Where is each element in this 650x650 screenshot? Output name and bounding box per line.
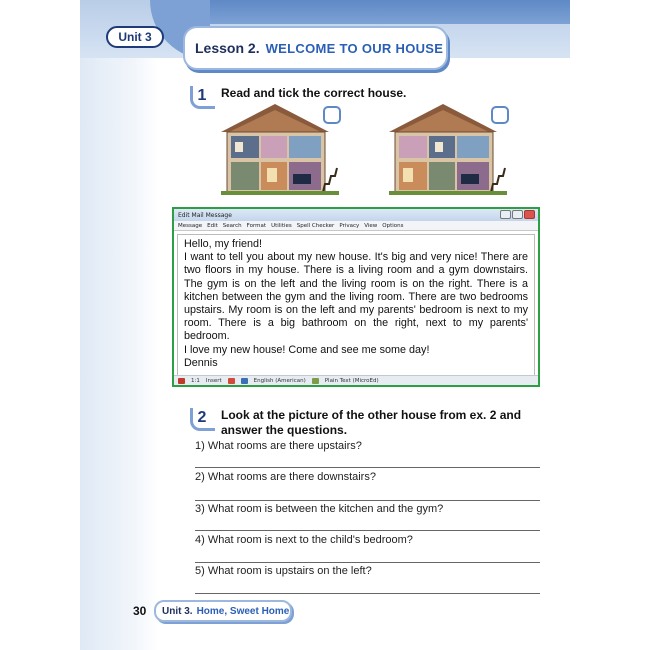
- menu-message[interactable]: Message: [178, 222, 203, 229]
- status-mode: Insert: [205, 377, 222, 384]
- mail-paragraph: I want to tell you about my new house. It's big and very nice! There are two floors in my house. There is a living room and a gym downstairs. The gym is on the left and the living room is on the right. There is a kitchen between the gym and the living room. There are two bedrooms upstairs. My room is on the left and my parents' bedroom is next to my room. There is a big bathroom on the right, next to my parents' bedroom.: [184, 251, 528, 343]
- top-decor-band-dark: [190, 0, 570, 24]
- mail-menu-bar: [174, 221, 538, 231]
- unit-tab: [106, 26, 164, 48]
- mail-window-title: Edit Mail Message: [178, 211, 232, 219]
- menu-view[interactable]: View: [364, 222, 378, 229]
- menu-search[interactable]: Search: [222, 222, 242, 229]
- answer-line-2[interactable]: [195, 500, 540, 501]
- exercise-1-number: 1: [190, 84, 214, 108]
- status-format: Plain Text (MicroEd): [324, 377, 379, 384]
- exercise-2-number: 2: [190, 406, 214, 430]
- question-2: 2) What rooms are there downstairs?: [195, 471, 376, 483]
- mail-signature: Dennis: [184, 356, 218, 369]
- menu-format[interactable]: Format: [246, 222, 267, 229]
- mail-status-bar: [174, 375, 538, 385]
- book-icon: [241, 378, 248, 384]
- house-picture-b: [389, 102, 507, 198]
- flag-icon: [228, 378, 235, 384]
- question-3: 3) What room is between the kitchen and the gym?: [195, 503, 444, 515]
- mail-closing: I love my new house! Come and see me some day!: [184, 343, 430, 356]
- house-picture-a: [221, 102, 339, 198]
- record-icon: [178, 378, 185, 384]
- menu-utilities[interactable]: Utilities: [271, 222, 292, 229]
- unit-tab-label: Unit 3: [118, 30, 152, 44]
- minimize-icon[interactable]: [500, 210, 511, 219]
- question-5: 5) What room is upstairs on the left?: [195, 565, 372, 577]
- page-number: 30: [133, 604, 147, 618]
- lesson-label: Lesson 2.: [195, 40, 260, 56]
- lesson-header: [183, 26, 448, 70]
- lesson-title: WELCOME TO OUR HOUSE: [265, 40, 444, 56]
- mail-body[interactable]: [177, 234, 535, 377]
- close-icon[interactable]: [524, 210, 535, 219]
- footer-unit-box: [154, 600, 292, 622]
- maximize-icon[interactable]: [512, 210, 523, 219]
- mail-title-bar: [174, 209, 538, 221]
- menu-options[interactable]: Options: [382, 222, 404, 229]
- answer-line-1[interactable]: [195, 467, 540, 468]
- exercise-2-instruction: Look at the picture of the other house from ex. 2 and answer the questions.: [221, 408, 522, 437]
- question-4: 4) What room is next to the child's bedroom?: [195, 534, 413, 546]
- question-1: 1) What rooms are there upstairs?: [195, 440, 362, 452]
- mail-window: [172, 207, 540, 387]
- status-language: English (American): [253, 377, 306, 384]
- menu-spell-checker[interactable]: Spell Checker: [296, 222, 335, 229]
- footer-title: Home, Sweet Home: [196, 605, 290, 617]
- status-line-col: 1:1: [191, 377, 200, 384]
- left-decor-band: [80, 0, 158, 650]
- exercise-1-instruction: Read and tick the correct house.: [221, 86, 407, 100]
- globe-icon: [312, 378, 319, 384]
- answer-line-5[interactable]: [195, 593, 540, 594]
- tick-box-house-b[interactable]: [491, 106, 509, 124]
- answer-line-4[interactable]: [195, 562, 540, 563]
- menu-edit[interactable]: Edit: [207, 222, 218, 229]
- answer-line-3[interactable]: [195, 530, 540, 531]
- tick-box-house-a[interactable]: [323, 106, 341, 124]
- mail-greeting: Hello, my friend!: [184, 238, 263, 250]
- footer-unit: Unit 3.: [162, 605, 193, 617]
- menu-privacy[interactable]: Privacy: [339, 222, 360, 229]
